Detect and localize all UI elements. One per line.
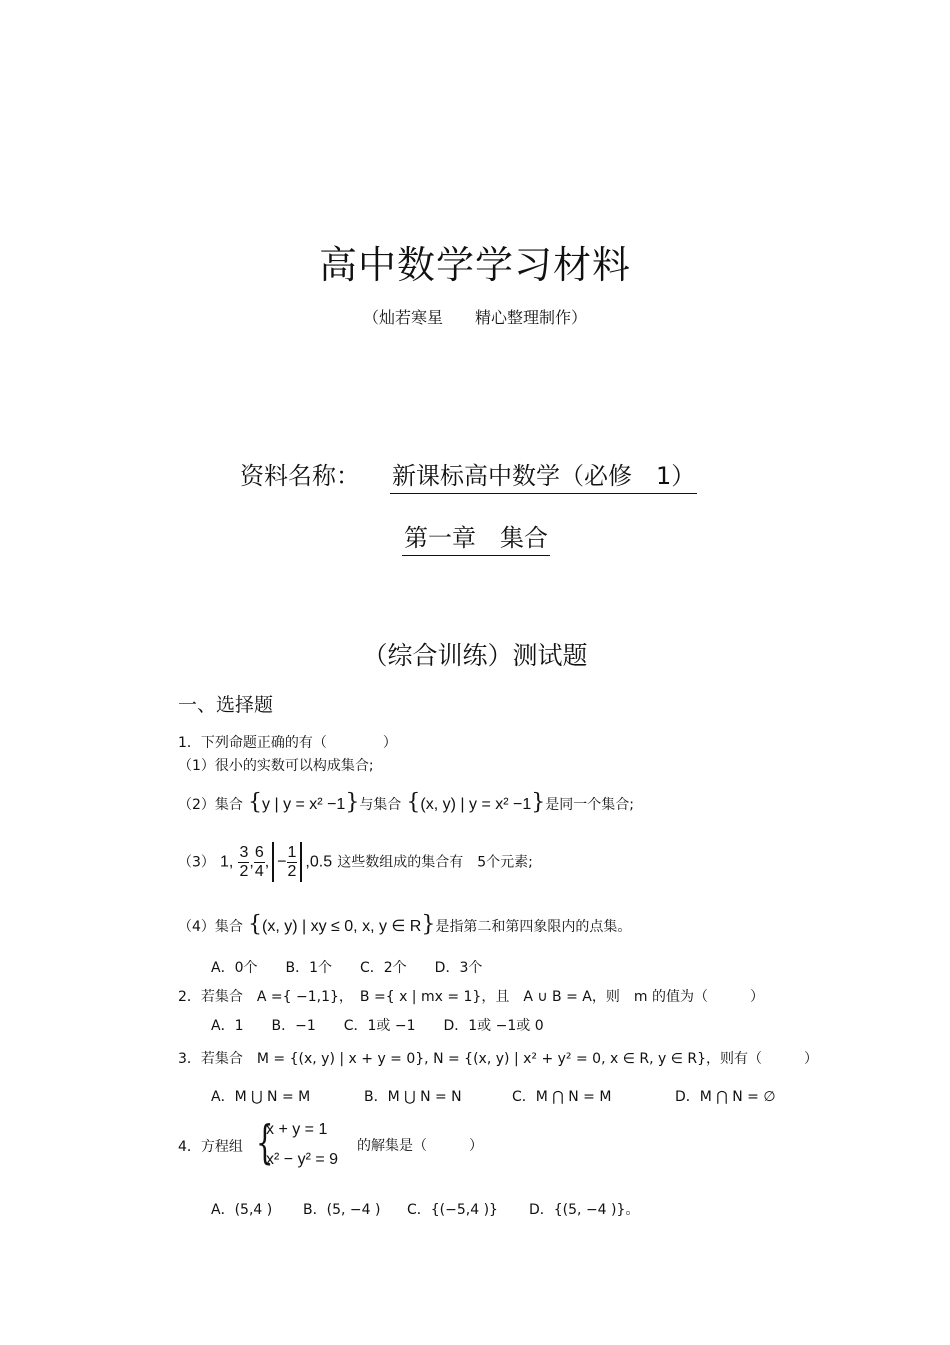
- question-1-statement-4: [178, 912, 631, 937]
- statement-2-set-2: (x, y) | y = x² −1: [420, 796, 532, 813]
- question-3-stem: 3．若集合 M = {(x, y) | x + y = 0}, N = {(x, y) | x² + y² = 0, x ∈ R, y ∈ R}，则有（ ）: [178, 1051, 818, 1067]
- material-name-label: 资料名称：: [240, 462, 360, 490]
- left-brace: {: [248, 912, 263, 937]
- question-4-option-d: D．{(5, −4 )}。: [529, 1202, 640, 1218]
- right-brace: }: [345, 790, 360, 815]
- question-4-option-a: A．(5,4 ): [211, 1202, 273, 1218]
- abs-bar-left: [272, 842, 274, 882]
- fraction-three-halves: $\frac{3}{2}$: [239, 843, 249, 880]
- left-brace: {: [248, 790, 263, 815]
- question-3-option-c: C．M ⋂ N = M: [512, 1089, 612, 1105]
- section-heading: 一、选择题: [178, 694, 274, 716]
- statement-4-set: (x, y) | xy ≤ 0, x, y ∈ R: [262, 918, 422, 935]
- question-4-tail: 的解集是（ ）: [357, 1138, 483, 1154]
- question-3-option-a: A．M ⋃ N = M: [211, 1089, 311, 1105]
- question-3-option-b: B．M ⋃ N = N: [364, 1089, 462, 1105]
- question-4-option-c: C．{(−5,4 )}: [407, 1202, 498, 1218]
- question-1-stem: 1．下列命题正确的有（ ）: [178, 735, 397, 751]
- question-4-label: 4．方程组: [178, 1139, 243, 1155]
- fraction-six-fourths: $\frac{6}{4}$: [254, 843, 264, 880]
- question-1-statement-2: [178, 790, 634, 815]
- document-title: 高中数学学习材料: [318, 243, 631, 287]
- question-4-equation-1: x + y = 1: [266, 1121, 328, 1138]
- chapter-title: 第一章 集合: [402, 518, 550, 556]
- system-brace: {: [256, 1115, 274, 1169]
- statement-3-tail: ,0.5: [305, 853, 333, 871]
- question-1-statement-1: （1）很小的实数可以构成集合;: [178, 758, 374, 774]
- left-brace: {: [406, 790, 421, 815]
- statement-4-end: 是指第二和第四象限内的点集。: [435, 919, 632, 935]
- question-4-option-b: B．(5, −4 ): [303, 1202, 381, 1218]
- abs-bar-right: [300, 842, 302, 882]
- statement-3-one: 1,: [220, 853, 234, 871]
- document-subtitle: （灿若寒星 精心整理制作）: [362, 308, 587, 327]
- question-1-options: A．0个 B．1个 C．2个 D．3个: [211, 960, 483, 976]
- statement-3-text: 这些数组成的集合有 5个元素;: [337, 854, 533, 871]
- material-name-value: 新课标高中数学（必修 1）: [390, 456, 697, 494]
- statement-2-set-1: y | y = x² −1: [262, 796, 346, 813]
- question-4-equation-2: x² − y² = 9: [266, 1151, 339, 1168]
- question-2-stem: 2．若集合 A ={ −1,1}， B ={ x | mx = 1}，且 A ∪ B = A，则 m 的值为（ ）: [178, 989, 764, 1005]
- statement-3-label: （3）: [178, 854, 215, 871]
- statement-2-label: （2）集合: [178, 797, 243, 813]
- question-2-options: A．1 B．−1 C．1或 −1 D．1或 −1或 0: [211, 1018, 544, 1034]
- question-1-statement-3: （3） 1, $\frac{3}{2}$ , $\frac{6}{4}$ , − $\frac{1}{2}$ ,0.5 这些数组成的集合有 5个元素;: [178, 842, 533, 882]
- statement-3-neg: −: [277, 853, 287, 871]
- question-3-option-d: D．M ⋂ N = ∅: [675, 1089, 776, 1105]
- right-brace: }: [531, 790, 546, 815]
- statement-2-end: 是同一个集合;: [545, 797, 634, 813]
- right-brace: }: [421, 912, 436, 937]
- statement-4-label: （4）集合: [178, 919, 243, 935]
- test-title: （综合训练）测试题: [362, 641, 588, 670]
- fraction-one-half: $\frac{1}{2}$: [287, 843, 297, 880]
- statement-2-middle: 与集合: [359, 797, 402, 813]
